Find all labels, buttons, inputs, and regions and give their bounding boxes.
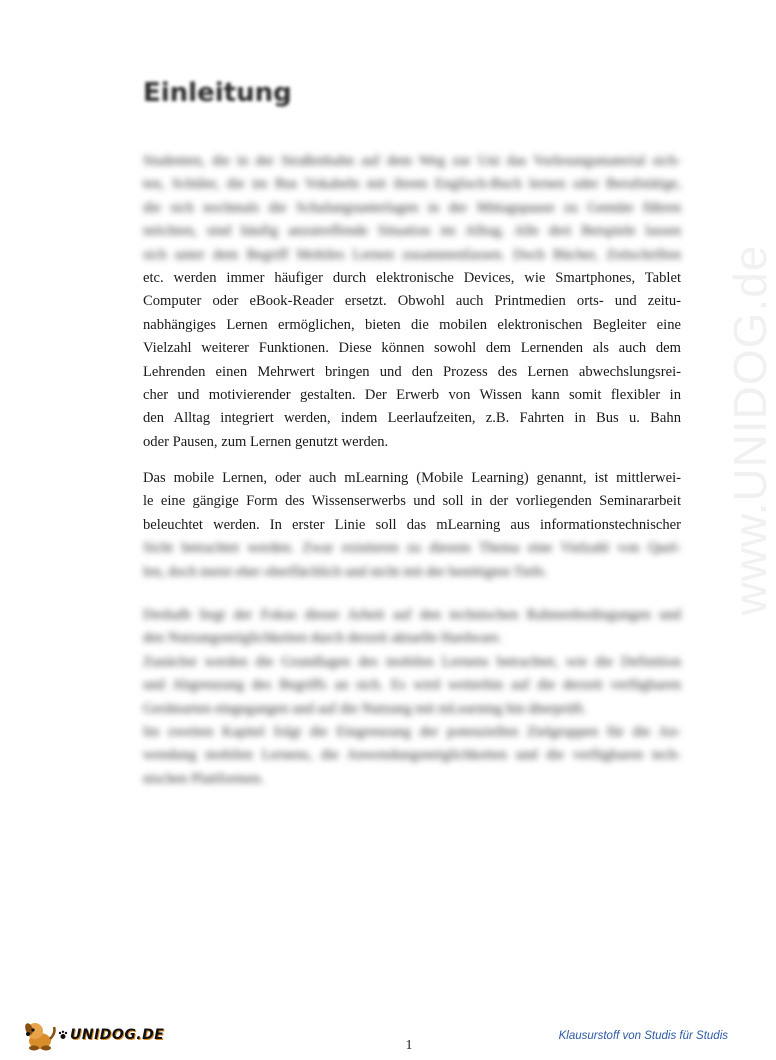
text-line: Vielzahl weiterer Funktionen. Diese können sowohl dem Lernenden als auch dem	[143, 340, 681, 357]
text-line: Gerätearten eingegangen und auf die Nutzung mit mLearning hin überprüft.	[143, 700, 587, 717]
side-watermark: www.UNIDOG.de	[724, 244, 776, 616]
page-title: Einleitung	[143, 78, 292, 108]
text-line: cher und motivierender gestalten. Der Erwerb von Wissen kann somit flexibler in	[143, 386, 681, 403]
text-line: ten, Schüler, die im Bus Vokabeln mit ihrem Englisch-Buch lernen oder Berufstätige,	[143, 176, 681, 193]
text-line: den Alltag integriert werden, indem Leerlaufzeiten, z.B. Fahrten in Bus u. Bahn	[143, 410, 681, 427]
text-line: len, doch meist eher oberflächlich und nicht mit der benötigten Tiefe.	[143, 563, 548, 580]
text-line: Deshalb liegt der Fokus dieser Arbeit auf den technischen Rahmenbedingungen und	[143, 607, 681, 623]
text-line: oder Pausen, zum Lernen genutzt werden.	[143, 433, 389, 450]
paragraph-mlearning	[143, 467, 681, 584]
text-line: Zunächst werden die Grundlagen des mobilen Lernens betrachtet, wie die Definition	[143, 653, 681, 670]
text-line: und Abgrenzung des Begriffs an sich. Es wird weiterhin auf die derzeit verfügbaren	[143, 677, 681, 694]
page-number: 1	[405, 1038, 413, 1053]
text-line: Das mobile Lernen, oder auch mLearning (Mobile Learning) genannt, ist mittlerwei-	[143, 470, 681, 486]
text-line: le eine gängige Form des Wissenserwerbs und soll in der vorliegenden Seminararbeit	[143, 493, 681, 510]
paw-icon	[58, 1030, 68, 1040]
text-line: die sich nochmals die Schulungsunterlagen in der Mittagspause zu Gemüte führen	[143, 199, 681, 216]
text-line: sich unter dem Begriff Mobiles Lernen zusammenfassen. Doch Bücher, Zeitschriften	[143, 246, 681, 263]
text-line: Lehrenden einen Mehrwert bringen und den Prozess des Lernen abwechslungsrei-	[143, 363, 681, 380]
text-line: Im zweiten Kapitel folgt die Eingrenzung der potenziellen Zielgruppen für die An-	[143, 723, 681, 740]
text-line: beleuchtet werden. In erster Linie soll das mLearning aus informationstechnischer	[143, 516, 681, 533]
text-line: Computer oder eBook-Reader ersetzt. Obwohl auch Printmedien orts- und zeitu-	[143, 293, 681, 310]
text-line: möchten, sind häufig anzutreffende Situation im Alltag. Alle drei Beispiele lassen	[143, 223, 681, 240]
dog-mascot-icon	[22, 1017, 58, 1053]
text-line: Sicht betrachtet werden. Zwar existieren zu diesem Thema eine Vielzahl von Quel-	[143, 540, 681, 557]
text-line: etc. werden immer häufiger durch elektronische Devices, wie Smartphones, Tablet	[143, 269, 681, 286]
text-line: den Nutzungsmöglichkeiten durch derzeit aktuelle Hardware.	[143, 630, 503, 647]
text-line: nischen Plattformen.	[143, 770, 264, 787]
text-line: wendung mobilen Lernens, die Anwendungsmöglichkeiten und die verfügbaren tech-	[143, 747, 681, 764]
logo-text: UNIDOG.DE	[70, 1027, 165, 1043]
unidog-logo[interactable]	[22, 1015, 164, 1055]
text-line: nabhängiges Lernen ermöglichen, bieten die mobilen elektronischen Begleiter eine	[143, 316, 681, 333]
paragraph-outline	[143, 604, 681, 791]
footer-tagline: Klausurstoff von Studis für Studis	[558, 1030, 728, 1042]
paragraph-intro	[143, 150, 681, 454]
text-line: Studenten, die in der Straßenbahn auf dem Weg zur Uni das Vorlesungsmaterial sich-	[143, 153, 681, 169]
